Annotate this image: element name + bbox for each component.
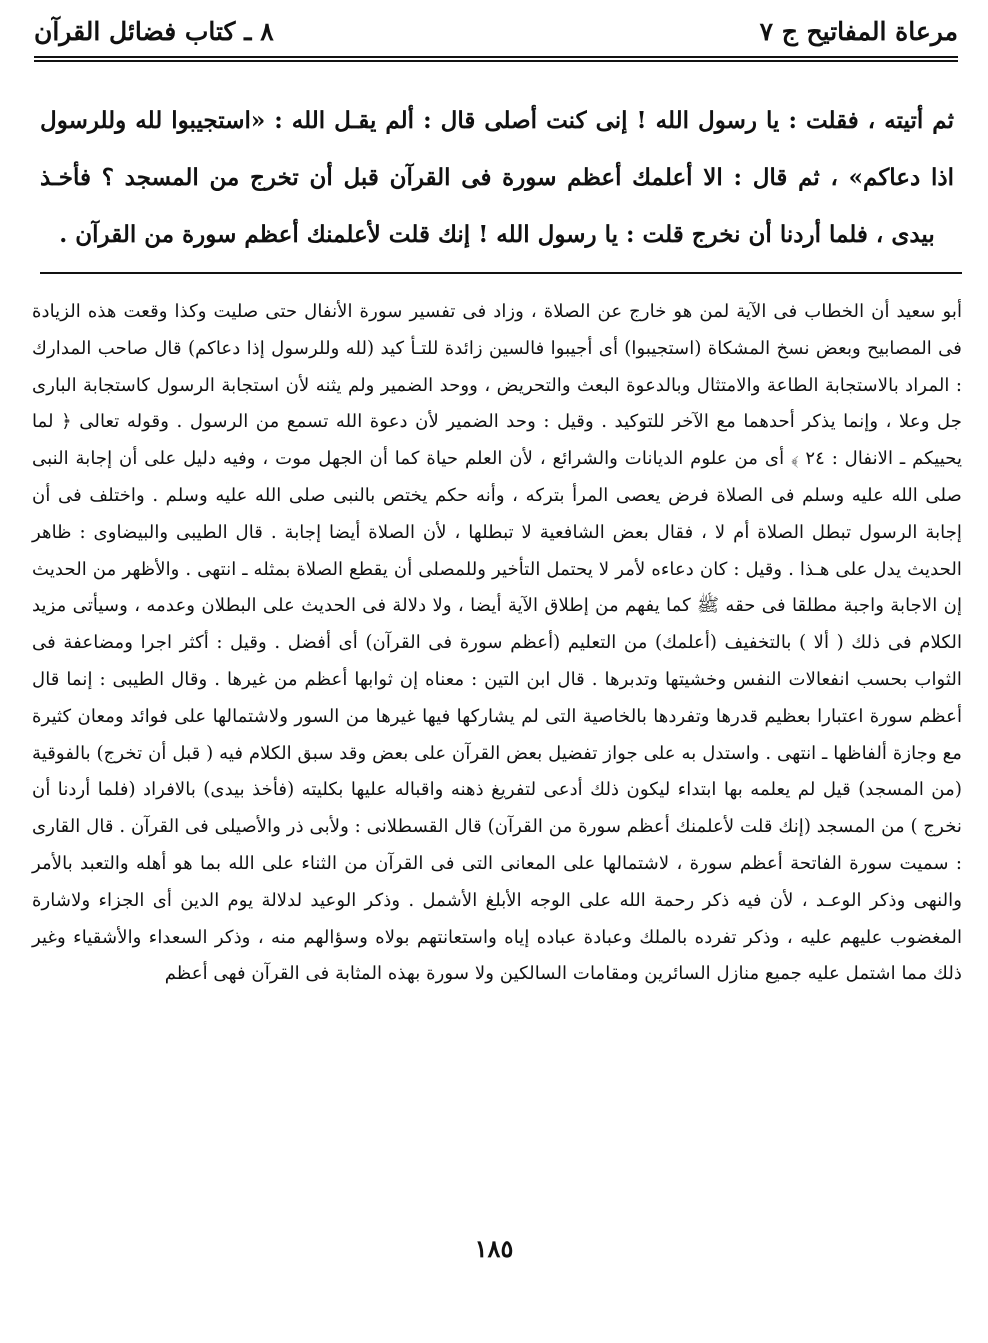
hadith-text: ثم أتيته ، فقلت : يا رسول الله ! إنى كنت أصلى قال : ألم يقـل الله : «استجيبوا لله وللرسول اذا دعاكم» ، ثم قال : الا أعلمك أعظم سورة فى القرآن قبل أن تخرج من المسجد ؟ فأخـذ بيدى ، فلما أردنا أن نخرج قلت : يا رسول الله ! إنك قلت لأعلمنك أعظم سورة من القرآن .: [40, 107, 954, 248]
header-rule: [34, 56, 958, 58]
page-header: [34, 10, 958, 52]
section-divider: [40, 272, 962, 274]
running-head-volume: مرعاة المفاتيح ج ٧: [759, 16, 958, 46]
commentary-text: أبو سعيد أن الخطاب فى الآية لمن هو خارج عن الصلاة ، وزاد فى تفسير سورة الأنفال حتى صليت وكذا وقعت هذه الزيادة فى المصابيح وبعض نسخ المشكاة (استجيبوا) أى أجيبوا فالسين زائدة للتـأ كيد (لله وللرسول إذا دعاكم) قال صاحب المدارك : المراد بالاستجابة الطاعة والامتثال وبالدعوة البعث والتحريض ، ووحد الضمير ولم يثنه لأن استجابة الرسول كاستجابة البارى جل وعلا ، وإنما يذكر أحدهما مع الآخر للتوكيد . وقيل : وحد الضمير لأن دعوة الله تسمع من الرسول . وقوله تعالى ﴿ لما يحييكم ـ الانفال : ٢٤ ﴾ أى من علوم الديانات والشرائع ، لأن العلم حياة كما أن الجهل موت ، وفيه دليل على أن إجابة النبى صلى الله عليه وسلم فى الصلاة فرض يعصى المرأ بتركه ، وأنه حكم يختص بالنبى صلى الله عليه وسلم . واختلف فى أن إجابة الرسول تبطل الصلاة أم لا ، فقال بعض الشافعية لا تبطلها ، لأن الصلاة أيضا إجابة . قال الطيبى والبيضاوى : ظاهر الحديث يدل على هـذا . وقيل : كان دعاءه لأمر لا يحتمل التأخير وللمصلى أن يقطع الصلاة بمثله ـ انتهى . والأظهر من الحديث إن الاجابة واجبة مطلقا فى حقه ﷺ كما يفهم من إطلاق الآية أيضا ، ولا دلالة فى الحديث على البطلان وعدمه ، وسيأتى مزيد الكلام فى ذلك ( ألا ) بالتخفيف (أعلمك) من التعليم (أعظم سورة فى القرآن) أى أفضل . وقيل : أكثر اجرا ومضاعفة فى الثواب بحسب انفعالات النفس وخشيتها وتدبرها . قال ابن التين : معناه إن ثوابها أعظم من غيرها . وقال الطيبى : إنما قال أعظم سورة اعتبارا بعظيم قدرها وتفردها بالخاصية التى لم يشاركها فيها غيرها من السور ولاشتمالها على فوائد ومعان كثيرة مع وجازة ألفاظها ـ انتهى . واستدل به على جواز تفضيل بعض القرآن على بعض وقد سبق الكلام فيه ( قبل أن تخرج) بالفوقية (من المسجد) قيل لم يعلمه بها ابتداء ليكون ذلك أدعى لتفريغ ذهنه واقباله عليها بكليته (فأخذ بيدى) بالافراد (فلما أردنا أن نخرج ) من المسجد (إنك قلت لأعلمنك أعظم سورة من القرآن) قال القسطلانى : ولأبى ذر والأصيلى فى القرآن . قال القارى : سميت سورة الفاتحة أعظم سورة ، لاشتمالها على المعانى التى فى القرآن من الثناء على الله بما هو أهله والتعبد بالأمر والنهى وذكر الوعـد ، لأن فيه ذكر رحمة الله على الوجه الأبلغ الأشمل . وذكر الوعيد لدلالة يوم الدين أى الجزاء ولاشارة المغضوب عليهم عليه ، وذكر تفرده بالملك وعبادة عباده إياه واستعانتهم بولاه وسؤالهم منه ، وذكر السعداء والأشقياء وغير ذلك مما اشتمل عليه جميع منازل السائرين ومقامات السالكين ولا سورة بهذه المثابة فى القرآن فهى أعظم: [32, 301, 963, 985]
running-head-chapter: ٨ ـ كتاب فضائل القرآن: [34, 16, 274, 46]
header-rule-double: [34, 60, 958, 62]
page-number: ١٨٥: [474, 1234, 514, 1263]
